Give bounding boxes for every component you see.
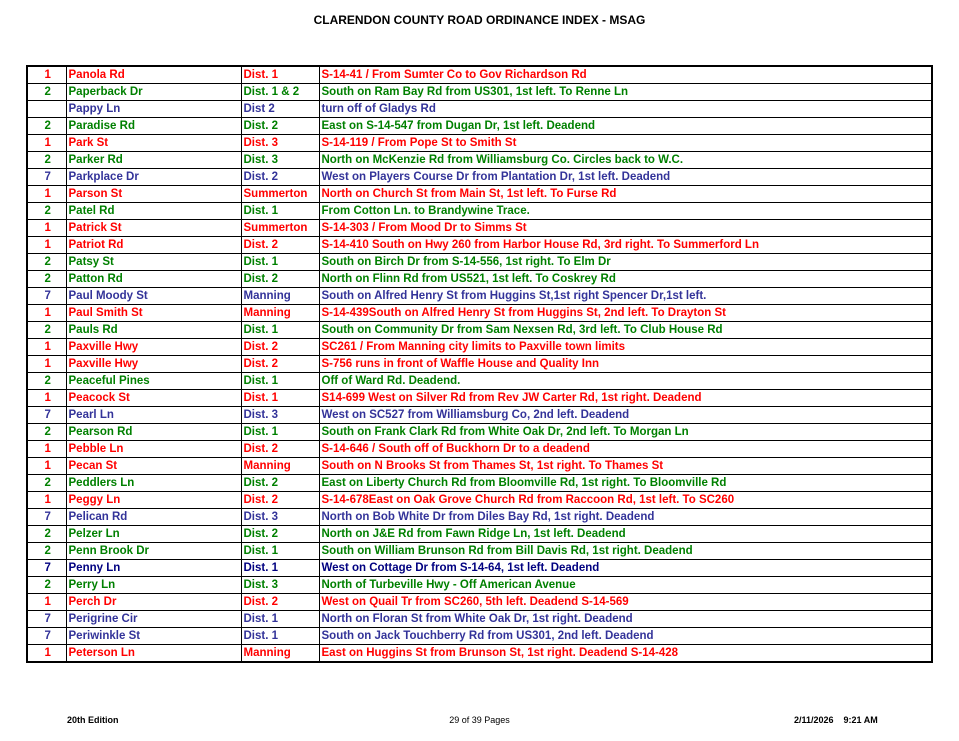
district-cell: Manning [241, 645, 319, 663]
road-number-cell: 7 [27, 509, 66, 526]
road-name-cell: Pebble Ln [66, 441, 241, 458]
road-name-cell: Pelican Rd [66, 509, 241, 526]
description-cell: From Cotton Ln. to Brandywine Trace. [319, 203, 932, 220]
description-cell: East on Liberty Church Rd from Bloomville Rd, 1st right. To Bloomville Rd [319, 475, 932, 492]
table-row [27, 135, 932, 152]
road-name-cell: Peterson Ln [66, 645, 241, 663]
district-cell: Dist. 1 [241, 390, 319, 407]
district-cell: Dist. 3 [241, 135, 319, 152]
description-cell: turn off of Gladys Rd [319, 101, 932, 118]
table-row [27, 492, 932, 509]
table-row [27, 577, 932, 594]
description-cell: North on Church St from Main St, 1st left. To Furse Rd [319, 186, 932, 203]
district-cell: Manning [241, 458, 319, 475]
page-title: CLARENDON COUNTY ROAD ORDINANCE INDEX - MSAG [313, 13, 646, 27]
road-number-cell: 2 [27, 203, 66, 220]
edition-label: 20th Edition [67, 715, 119, 725]
road-number-cell: 1 [27, 594, 66, 611]
district-cell: Dist. 1 [241, 560, 319, 577]
description-cell: S-14-119 / From Pope St to Smith St [319, 135, 932, 152]
road-name-cell: Paperback Dr [66, 84, 241, 101]
road-name-cell: Penn Brook Dr [66, 543, 241, 560]
district-cell: Dist. 1 [241, 373, 319, 390]
road-name-cell: Penny Ln [66, 560, 241, 577]
road-name-cell: Paxville Hwy [66, 356, 241, 373]
road-name-cell: Patsy St [66, 254, 241, 271]
description-cell: South on William Brunson Rd from Bill Davis Rd, 1st right. Deadend [319, 543, 932, 560]
description-cell: S-756 runs in front of Waffle House and Quality Inn [319, 356, 932, 373]
description-cell: S-14-41 / From Sumter Co to Gov Richardson Rd [319, 66, 932, 84]
district-cell: Dist. 2 [241, 339, 319, 356]
road-number-cell: 2 [27, 543, 66, 560]
district-cell: Dist. 3 [241, 509, 319, 526]
road-number-cell: 1 [27, 305, 66, 322]
district-cell: Dist. 2 [241, 169, 319, 186]
road-name-cell: Pearson Rd [66, 424, 241, 441]
description-cell: West on Cottage Dr from S-14-64, 1st left. Deadend [319, 560, 932, 577]
table-row [27, 203, 932, 220]
description-cell: S-14-678East on Oak Grove Church Rd from Raccoon Rd, 1st left. To SC260 [319, 492, 932, 509]
district-cell: Dist. 3 [241, 407, 319, 424]
road-number-cell: 7 [27, 611, 66, 628]
table-row [27, 101, 932, 118]
description-cell: West on Quail Tr from SC260, 5th left. Deadend S-14-569 [319, 594, 932, 611]
description-cell: North on Floran St from White Oak Dr, 1st right. Deadend [319, 611, 932, 628]
road-name-cell: Pauls Rd [66, 322, 241, 339]
district-cell: Dist 2 [241, 101, 319, 118]
road-number-cell: 1 [27, 66, 66, 84]
table-row [27, 560, 932, 577]
description-cell: S-14-303 / From Mood Dr to Simms St [319, 220, 932, 237]
road-name-cell: Pelzer Ln [66, 526, 241, 543]
table-row [27, 594, 932, 611]
table-row [27, 526, 932, 543]
description-cell: South on N Brooks St from Thames St, 1st right. To Thames St [319, 458, 932, 475]
road-number-cell: 7 [27, 628, 66, 645]
road-number-cell: 2 [27, 152, 66, 169]
road-number-cell: 2 [27, 322, 66, 339]
table-row [27, 84, 932, 101]
road-number-cell: 7 [27, 169, 66, 186]
road-number-cell: 1 [27, 458, 66, 475]
district-cell: Dist. 1 [241, 628, 319, 645]
district-cell: Manning [241, 305, 319, 322]
table-row [27, 237, 932, 254]
road-number-cell: 1 [27, 441, 66, 458]
district-cell: Dist. 1 [241, 254, 319, 271]
road-number-cell: 1 [27, 356, 66, 373]
road-number-cell [27, 101, 66, 118]
district-cell: Dist. 1 [241, 424, 319, 441]
description-cell: East on S-14-547 from Dugan Dr, 1st left. Deadend [319, 118, 932, 135]
road-number-cell: 1 [27, 492, 66, 509]
road-name-cell: Paul Moody St [66, 288, 241, 305]
description-cell: South on Frank Clark Rd from White Oak Dr, 2nd left. To Morgan Ln [319, 424, 932, 441]
district-cell: Dist. 2 [241, 441, 319, 458]
table-row [27, 220, 932, 237]
description-cell: North on J&E Rd from Fawn Ridge Ln, 1st left. Deadend [319, 526, 932, 543]
description-cell: S-14-410 South on Hwy 260 from Harbor House Rd, 3rd right. To Summerford Ln [319, 237, 932, 254]
road-number-cell: 2 [27, 424, 66, 441]
road-name-cell: Perigrine Cir [66, 611, 241, 628]
road-number-cell: 7 [27, 560, 66, 577]
road-number-cell: 1 [27, 186, 66, 203]
road-name-cell: Patrick St [66, 220, 241, 237]
description-cell: South on Birch Dr from S-14-556, 1st right. To Elm Dr [319, 254, 932, 271]
district-cell: Summerton [241, 186, 319, 203]
road-number-cell: 7 [27, 407, 66, 424]
district-cell: Dist. 2 [241, 594, 319, 611]
district-cell: Dist. 2 [241, 475, 319, 492]
description-cell: North of Turbeville Hwy - Off American Avenue [319, 577, 932, 594]
description-cell: S-14-646 / South off of Buckhorn Dr to a deadend [319, 441, 932, 458]
description-cell: West on SC527 from Williamsburg Co, 2nd left. Deadend [319, 407, 932, 424]
table-row [27, 186, 932, 203]
road-name-cell: Paxville Hwy [66, 339, 241, 356]
table-row [27, 424, 932, 441]
road-name-cell: Periwinkle St [66, 628, 241, 645]
table-row [27, 339, 932, 356]
road-number-cell: 2 [27, 475, 66, 492]
table-row [27, 407, 932, 424]
district-cell: Dist. 1 [241, 322, 319, 339]
road-name-cell: Paradise Rd [66, 118, 241, 135]
table-row [27, 458, 932, 475]
description-cell: North on McKenzie Rd from Williamsburg Co. Circles back to W.C. [319, 152, 932, 169]
road-name-cell: Pearl Ln [66, 407, 241, 424]
road-number-cell: 1 [27, 237, 66, 254]
table-row [27, 611, 932, 628]
road-number-cell: 1 [27, 135, 66, 152]
table-row [27, 628, 932, 645]
road-name-cell: Parker Rd [66, 152, 241, 169]
road-name-cell: Patel Rd [66, 203, 241, 220]
road-number-cell: 2 [27, 373, 66, 390]
road-name-cell: Peggy Ln [66, 492, 241, 509]
road-number-cell: 2 [27, 118, 66, 135]
table-row [27, 390, 932, 407]
table-row [27, 543, 932, 560]
table-row [27, 169, 932, 186]
description-cell: SC261 / From Manning city limits to Paxville town limits [319, 339, 932, 356]
road-number-cell: 2 [27, 577, 66, 594]
district-cell: Dist. 1 [241, 66, 319, 84]
description-cell: South on Alfred Henry St from Huggins St,1st right Spencer Dr,1st left. [319, 288, 932, 305]
road-name-cell: Pappy Ln [66, 101, 241, 118]
district-cell: Dist. 1 [241, 543, 319, 560]
table-row [27, 475, 932, 492]
road-number-cell: 1 [27, 390, 66, 407]
road-number-cell: 1 [27, 220, 66, 237]
table-row [27, 645, 932, 663]
road-number-cell: 2 [27, 84, 66, 101]
road-name-cell: Patton Rd [66, 271, 241, 288]
table-row [27, 322, 932, 339]
road-name-cell: Perry Ln [66, 577, 241, 594]
description-cell: West on Players Course Dr from Plantation Dr, 1st left. Deadend [319, 169, 932, 186]
road-name-cell: Patriot Rd [66, 237, 241, 254]
road-number-cell: 2 [27, 254, 66, 271]
road-number-cell: 7 [27, 288, 66, 305]
road-name-cell: Park St [66, 135, 241, 152]
description-cell: North on Bob White Dr from Diles Bay Rd, 1st right. Deadend [319, 509, 932, 526]
description-cell: Off of Ward Rd. Deadend. [319, 373, 932, 390]
description-cell: South on Jack Touchberry Rd from US301, 2nd left. Deadend [319, 628, 932, 645]
district-cell: Dist. 3 [241, 577, 319, 594]
district-cell: Summerton [241, 220, 319, 237]
district-cell: Dist. 1 [241, 611, 319, 628]
road-name-cell: Peddlers Ln [66, 475, 241, 492]
road-name-cell: Paul Smith St [66, 305, 241, 322]
description-cell: East on Huggins St from Brunson St, 1st right. Deadend S-14-428 [319, 645, 932, 663]
table-row [27, 66, 932, 84]
district-cell: Dist. 2 [241, 526, 319, 543]
road-number-cell: 1 [27, 339, 66, 356]
road-number-cell: 2 [27, 271, 66, 288]
table-row [27, 254, 932, 271]
road-number-cell: 2 [27, 526, 66, 543]
table-row [27, 509, 932, 526]
district-cell: Manning [241, 288, 319, 305]
description-cell: South on Ram Bay Rd from US301, 1st left. To Renne Ln [319, 84, 932, 101]
district-cell: Dist. 2 [241, 118, 319, 135]
road-name-cell: Peacock St [66, 390, 241, 407]
table-row [27, 441, 932, 458]
table-row [27, 356, 932, 373]
road-name-cell: Panola Rd [66, 66, 241, 84]
road-number-cell: 1 [27, 645, 66, 663]
district-cell: Dist. 1 [241, 203, 319, 220]
table-row [27, 305, 932, 322]
table-row [27, 118, 932, 135]
road-name-cell: Pecan St [66, 458, 241, 475]
print-datetime: 2/11/2026 9:21 AM [794, 715, 878, 725]
table-row [27, 288, 932, 305]
district-cell: Dist. 3 [241, 152, 319, 169]
description-cell: S-14-439South on Alfred Henry St from Huggins St, 2nd left. To Drayton St [319, 305, 932, 322]
road-index-table [26, 65, 933, 663]
district-cell: Dist. 2 [241, 271, 319, 288]
description-cell: South on Community Dr from Sam Nexsen Rd, 3rd left. To Club House Rd [319, 322, 932, 339]
district-cell: Dist. 2 [241, 492, 319, 509]
table-row [27, 271, 932, 288]
district-cell: Dist. 2 [241, 237, 319, 254]
district-cell: Dist. 2 [241, 356, 319, 373]
district-cell: Dist. 1 & 2 [241, 84, 319, 101]
table-row [27, 373, 932, 390]
page-count: 29 of 39 Pages [449, 715, 510, 725]
description-cell: S14-699 West on Silver Rd from Rev JW Carter Rd, 1st right. Deadend [319, 390, 932, 407]
road-name-cell: Peaceful Pines [66, 373, 241, 390]
table-row [27, 152, 932, 169]
road-name-cell: Parson St [66, 186, 241, 203]
road-name-cell: Perch Dr [66, 594, 241, 611]
road-name-cell: Parkplace Dr [66, 169, 241, 186]
description-cell: North on Flinn Rd from US521, 1st left. To Coskrey Rd [319, 271, 932, 288]
